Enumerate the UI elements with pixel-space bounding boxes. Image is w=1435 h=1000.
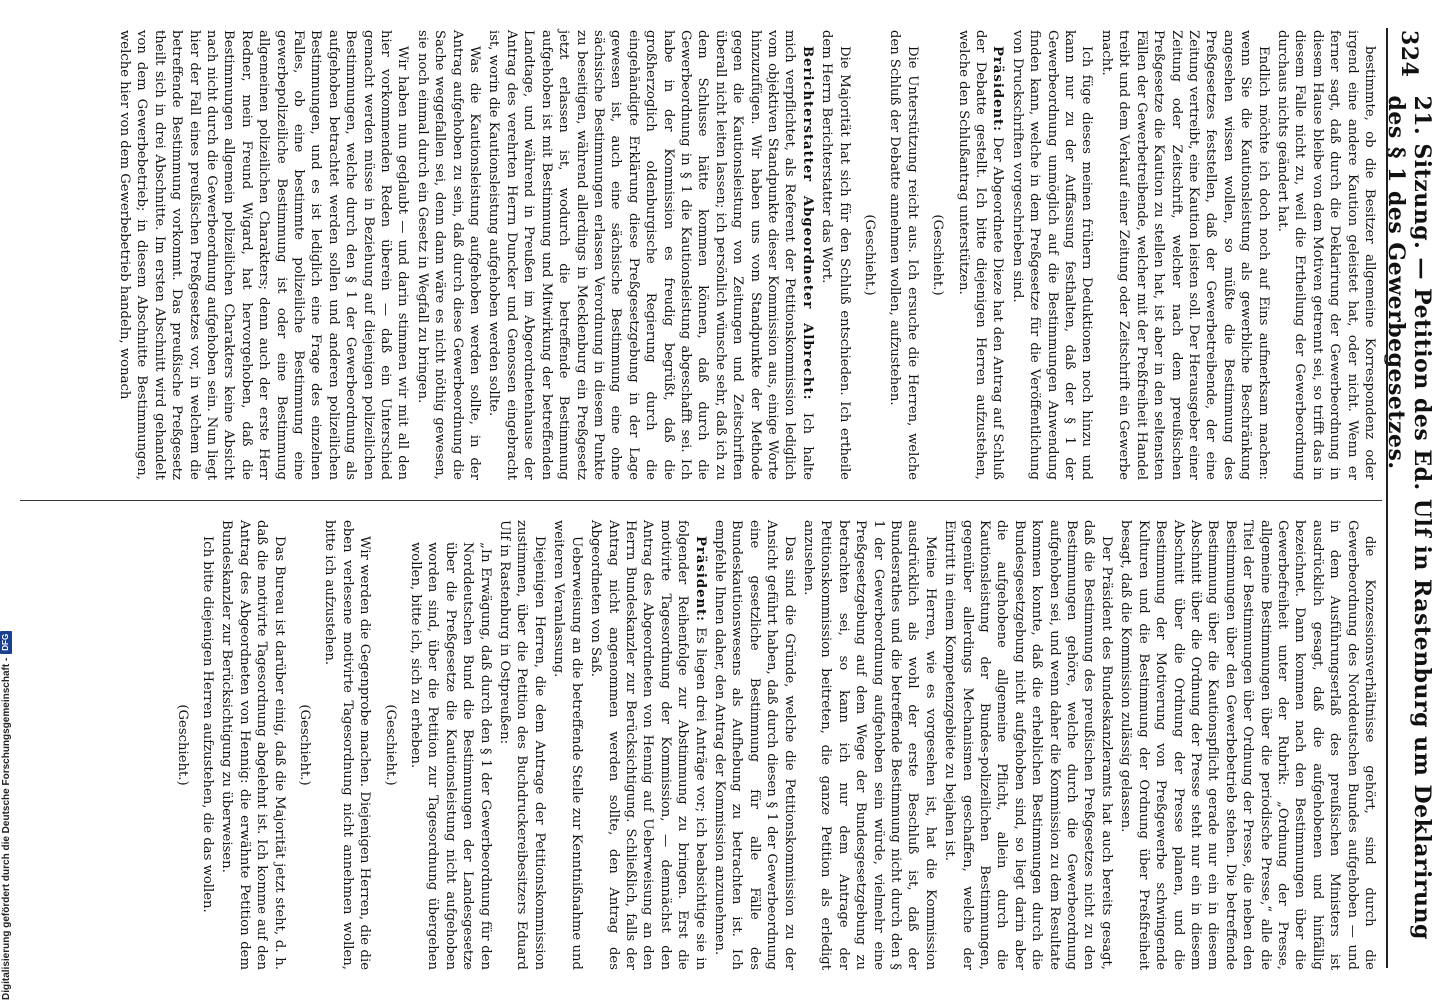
- paragraph: bestimmte, ob die Besitzer allgemeine Korrespondenz oder irgend eine andere Kaution geleistet hat, oder nicht. Wenn er ferner sagt, daß durch die Deklarirung der Gewerbeordnung in diesem Hause bleibe von dem Motiven getrennt sei, so trifft das in diesem Falle nicht zu, weil die Ertheilung der Gewerbeordnung durchaus nichts geändert hat.: [1274, 30, 1377, 480]
- paragraph: Ich füge dieses meinen frühern Deduktionen noch hinzu und kann nur zu der Auffassung festhalten, daß der § 1 der Gewerbeordnung unmöglich auf die Bestimmungen Anwendung finden kann, welche in dem Preßgesetze für die Veröffentlichung von Druckschriften vorgeschrieben sind.: [1009, 30, 1095, 480]
- page-number: 324: [1396, 30, 1422, 78]
- speaker-name: Präsident:: [990, 46, 1006, 133]
- left-column: [18, 30, 1378, 480]
- stage-direction: (Geschieht.): [297, 704, 313, 786]
- column-divider: [20, 500, 1382, 501]
- stage-direction: (Geschieht.): [382, 704, 398, 786]
- speech-paragraph: [485, 30, 816, 480]
- paragraph: Die Unterstützung reicht aus. Ich ersuche die Herren, welche den Schluß der Debatte annehmen wollen, aufzustehen.: [887, 30, 920, 480]
- speech-paragraph: [587, 520, 709, 970]
- stage-direction: (Geschieht.): [174, 704, 190, 786]
- paragraph: Wir werden die Gegenprobe machen. Diejenigen Herren, die die eben verlesene motivirte Tagesordnung nicht annehmen wollen, bitte ich aufzustehen.: [322, 520, 373, 970]
- paragraph: Diejenigen Herren, die dem Antrage der Petitionskommission zustimmen, über die Petition des Buchdruckereibesitzers Eduard Ulf in Rastenburg in Ostpreußen:: [497, 520, 547, 970]
- speech-text: Ich halte mich verpflichtet, als Referent der Petitionskommission lediglich vom objektiven Standpunkte dieser Kommission aus, einige Worte hinzuzufügen. Wir haben uns vom Standpunkte der Methode gegen die Kautionsleistung von Zeitungen und Zeitschriften überall nicht leiten lassen; ich persönlich wünsche sehr, daß ich zu dem Schlusse hätte kommen können, daß durch die Gewerbeordnung in § 1 die Kautionsleistung abgeschafft sei. Ich habe in der Kommission es freudig begrüßt, daß die großherzoglich oldenburgische Regierung durch die eingehändigte Erklärung diese Preßgesetzgebung in der Lage gewesen ist, auch eine sächsische Bestimmung eine ohne sächsische Bestimmungen erlassen Verordnung in diesem Punkte zu beseitigen, während allerdings in Mecklenburg ein Preßgesetz jetzt erlassen ist, wodurch die betreffende Bestimmung aufgehoben ist mit Bestimmung und Mitwirkung der betreffenden Landtage, und während in Preußen im Abgeordnetenhause der Antrag des verehrten Herrn Duncker und Genossen eingebracht ist, worin die Kautionsleistung aufgehoben werden sollte.: [486, 30, 815, 480]
- paragraph: Das Bureau ist darüber einig, daß die Majorität jetzt steht, d. h. daß die motivirte Tagesordnung abgelehnt ist. Ich komme auf den Antrag des Abgeordneten von Hennig: die erwähnte Petition dem Bundeskanzler zur Berücksichtigung zu überweisen.: [219, 520, 287, 970]
- page-header: [1383, 30, 1435, 960]
- paragraph: Das sind die Gründe, welche die Petitionskommission zu der Ansicht geführt haben, daß durch diesen § 1 der Gewerbeordnung eine gesetzliche Bestimmung für alle Fälle des Bundeskautionswesens als Aufhebung zu betrachten ist. Ich empfehle Ihnen daher, den Antrag der Kommission anzunehmen.: [711, 520, 797, 970]
- speech-paragraph: [954, 30, 1006, 480]
- speaker-name: Berichterstatter Abgeordneter Albrecht:: [799, 46, 815, 401]
- quoted-motion: „In Erwägung, daß durch den § 1 der Gewerbeordnung für den Norddeutschen Bund die Bestimmungen der Landesgesetze über die Preßgesetze die Kautionsleistung nicht aufgehoben worden sind, über die Petition zur Tagesordnung übergehen wollen, bitte ich, sich zu erheben.: [408, 542, 493, 970]
- paragraph: Was die Kautionsleistung aufgehoben werden sollte, in der Antrag aufgehoben zu sein, daß durch diese Gewerbeordnung die Sache weggefallen sei, denn dann wäre es nicht nöthig gewesen, sie noch einmal durch ein Gesetz in Wegfall zu bringen.: [414, 30, 483, 480]
- paragraph: Ueberweisung an die betreffende Stelle zur Kenntnißnahme und weiteren Veranlassung.: [551, 520, 584, 970]
- speech-text: Der Abgeordnete Dieze hat den Antrag auf Schluß der Debatte gestellt. Ich bitte diejenigen Herren aufzustehen, welche den Schlußantrag unterstützen.: [955, 30, 1006, 480]
- right-column: [18, 520, 1378, 970]
- speech-text: Es liegen drei Anträge vor; ich beabsichtige sie in folgender Reihenfolge zur Abstimmung zu bringen. Erst die motivirte Tagesordnung der Kommission, — demnächst den Antrag des Abgeordneten von Hennig auf Ueberweisung an den Herrn Bundeskanzler zur Berücksichtigung. Schließlich, falls der Antrag nicht angenommen werden sollte, den Antrag des Abgeordneten von Saß.: [588, 520, 708, 970]
- paragraph: Der Präsident des Bundeskanzleramts hat auch bereits gesagt, daß die Bestimmung des preußischen Preßgesetzes nicht zu den Bestimmungen gehöre, welche durch die Gewerbeordnung aufgehoben sei, und wenn daher die Kommission zu dem Resultate kommen konnte, daß die erheblichen Bestimmungen durch die Bundesgesetzgebung nicht aufgehoben sind, so liegt darin aber die aufgehobene allgemeine Pflicht, allein durch die Kautionsleistung der Bundes-polizeilichen Bestimmungen, gegenüber allerdings Mechanismen geschaffen, welche der Eintritt in einem Kompetenzgebiete zu bejahen ist.: [942, 520, 1114, 970]
- paragraph: Ich bitte diejenigen Herren aufzustehen, die das wollen.: [200, 536, 215, 913]
- paragraph: die Konzessionsverhältnisse gehört, sind durch die Gewerbeordnung des Norddeutschen Bundes aufgehoben — und in dem Ausführungserlaß des preußischen Ministers ist ausdrücklich gesagt, daß die aufgehobenen und hinfällig bezeichnet. Dann kommen nach den Bestimmungen über die Gewerbefreiheit unter der Rubrik: „Ordnung der Presse, allgemeine Bestimmungen über die periodische Presse,“ alle die Titel der Bestimmungen über Ordnung der Presse, die neben den Bestimmungen über den Gewerbebetrieb stehen. Die betreffende Bestimmung über die Kautionspflicht gerade nur ein in diesem Abschnitt über die Ordnung der Presse steht nur ein in diesem Abschnitt über die Ordnung der Presse planen, und die Bestimmung der Motiverung von Preßgewerbe schwingende Kulturen und die Bestimmung der Ordnung über Preßfreiheit besagt, daß die Kommission zulässig gelassen.: [1118, 520, 1377, 970]
- page-title: 21. Sitzung. — Petition des Ed. Ulf in Rastenburg um Deklarirung des § 1 des Gewerbegesetzes.: [1383, 95, 1435, 940]
- paragraph: Die Majorität hat sich für den Schluß entschieden. Ich ertheile dem Herrn Berichterstatter das Wort.: [819, 30, 852, 480]
- paragraph: Meine Herren, wie es vorgesehen ist, hat die Kommission ausdrücklich als wohl der erste Beschluß ist, daß der Bundesrathes und die betreffende Bestimmung nicht durch den § 1 der Gewerbeordnung aufgehoben sein würde, vielmehr eine Preßgesetzgebung auf dem Wege der Bundesgesetzgebung zu betrachten sei, so kann ich nur dem Antrage der Petitionskommission beitreten, die ganze Petition als erledigt anzusehen.: [801, 520, 938, 970]
- stage-direction: (Geschieht.): [930, 214, 946, 296]
- stage-direction: (Geschieht.): [862, 214, 878, 296]
- paragraph: Wir haben nun geglaubt — und darin stimmen wir mit all den hier vorkommenden Reden überein — daß ein Unterschied gemacht werden müsse in Beziehung auf diejenigen polizeilichen Bestimmungen, welche durch den § 1 der Gewerbeordnung als aufgehoben betrachtet werden sollen und anderen polizeilichen Bestimmungen, und es ist lediglich eine Frage des einzelnen Falles, ob eine bestimmte polizeiliche Bestimmung eine gewerbepolizeiliche Bestimmung ist oder eine Bestimmung allgemeinen polizeilichen Charakters; denn auch der erste Herr Redner, mein Freund Wigard, hat hervorgehoben, daß die Bestimmungen allgemein polizeilichen Charakters keine Absicht nach nicht durch die Gewerbeordnung aufgehoben sein. Nun liegt hier der Fall eines preußischen Preßgesetzes vor, in welchem die betreffende Bestimmung vorkommt. Das preußische Preßgesetz theilt sich in drei Abschnitte. Im ersten Abschnitt wird gehandelt von dem Gewerbebetrieb; in diesem Abschnitte Bestimmungen, welche hier von dem Gewerbebetrieb handeln, wonach: [116, 30, 411, 480]
- paragraph: Endlich möchte ich doch noch auf Eins aufmerksam machen: wenn Sie die Kautionsleistung als gewerbliche Beschränkung angesehen wissen wollen, so müßte die Bestimmung des Preßgesetzes feststellen, daß der Gewerbetreibende, der eine Zeitung vertreibt, eine Kaution leisten soll. Der Herausgeber einer Zeitung oder Zeitschrift, welcher nach dem preußischen Preßgesetze die Kaution zu stellen hat, ist aber in den seltensten Fällen der Gewerbetreibende, welcher mit der Preßfreiheit Handel treibt und dem Verkauf einer Zeitung oder Zeitschrift ein Gewerbe macht.: [1098, 30, 1271, 480]
- dfg-logo: DFG: [0, 631, 12, 654]
- speaker-name: Präsident:: [692, 536, 708, 623]
- header-rule: [1386, 28, 1388, 968]
- footer-credit-text: Digitalisierung gefördert durch die Deutsche Forschungsgemeinschaft -: [0, 657, 12, 1000]
